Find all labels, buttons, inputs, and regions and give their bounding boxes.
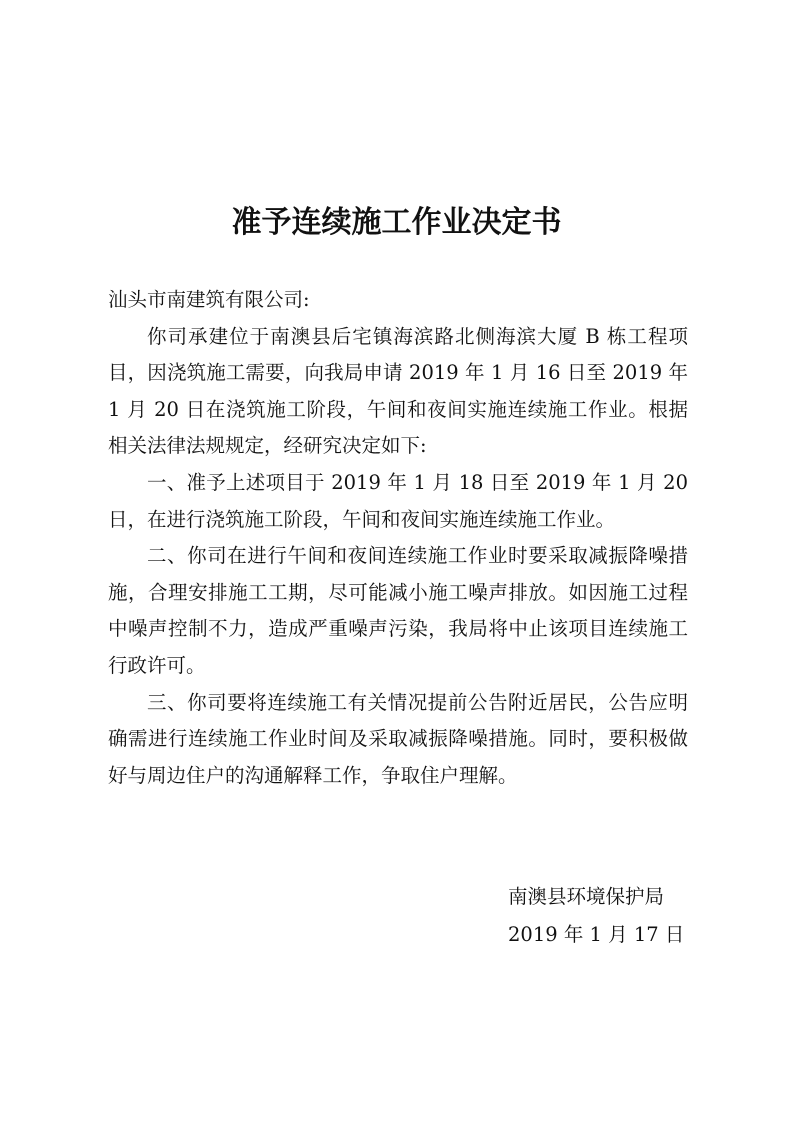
salutation: 汕头市南建筑有限公司:	[108, 288, 310, 311]
paragraph-item-3: 三、你司要将连续施工有关情况提前公告附近居民，公告应明确需进行连续施工作业时间及采取减振降噪措施。同时，要积极做好与周边住户的沟通解释工作，争取住户理解。	[108, 690, 688, 787]
signature-organization: 南澳县环境保护局	[508, 885, 665, 908]
document-title: 准予连续施工作业决定书	[231, 205, 562, 240]
paragraph-intro: 你司承建位于南澳县后宅镇海滨路北侧海滨大厦 B 栋工程项目，因浇筑施工需要，向我局申请 2019 年 1 月 16 日至 2019 年 1 月 20 日在浇筑施工阶段，午间和夜间实施连续施工作业。根据相关法律法规规定，经研究决定如下:	[108, 324, 688, 458]
paragraph-item-2: 二、你司在进行午间和夜间连续施工作业时要采取减振降噪措施，合理安排施工工期，尽可能减小施工噪声排放。如因施工过程中噪声控制不力，造成严重噪声污染，我局将中止该项目连续施工行政许可。	[108, 544, 688, 677]
document-body	[108, 282, 688, 794]
signature-block	[508, 878, 708, 954]
signature-date: 2019 年 1 月 17 日	[508, 923, 685, 946]
paragraph-item-1: 一、准予上述项目于 2019 年 1 月 18 日至 2019 年 1 月 20 日，在进行浇筑施工阶段，午间和夜间实施连续施工作业。	[108, 470, 688, 531]
